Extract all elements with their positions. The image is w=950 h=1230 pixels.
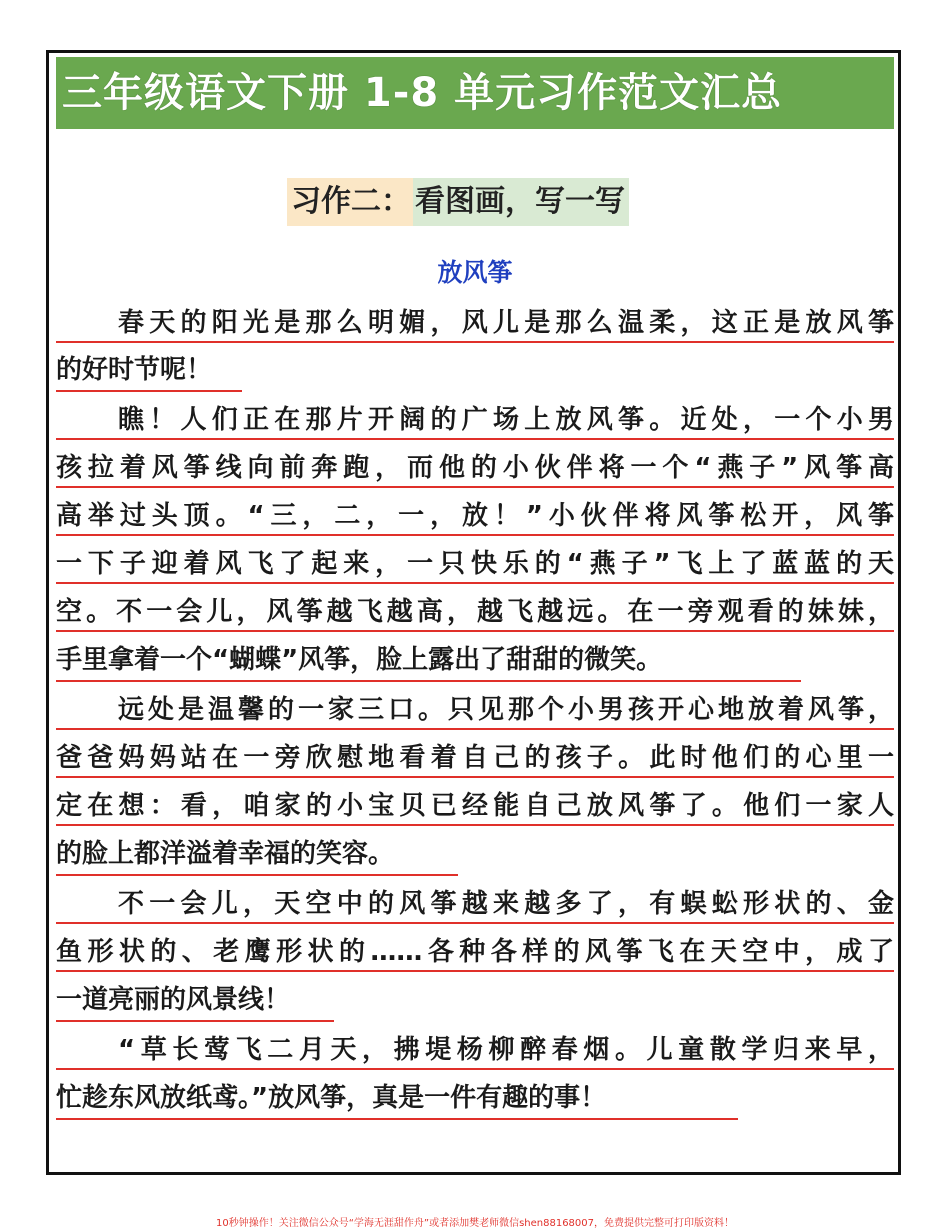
essay-line: 的脸上都洋溢着幸福的笑容。	[56, 834, 458, 876]
footer-promo-text: 10秒钟操作！关注微信公众号“学海无涯甜作舟”或者添加樊老师微信shen88168007，免费提供完整可打印版资料！	[215, 1218, 735, 1229]
essay-line: 手里拿着一个“蝴蝶”风筝，脸上露出了甜甜的微笑。	[56, 640, 801, 682]
essay-line: 空。不一会儿，风筝越飞越高，越飞越远。在一旁观看的妹妹，	[56, 592, 894, 632]
essay-line: 忙趁东风放纸鸢。”放风筝，真是一件有趣的事！	[56, 1078, 738, 1120]
page-title-banner	[56, 57, 894, 129]
essay-line: 高举过头顶。“三，二，一，放！”小伙伴将风筝松开，风筝	[56, 496, 894, 536]
essay-line: 远处是温馨的一家三口。只见那个小男孩开心地放着风筝，	[56, 690, 894, 730]
essay-title: 放风筝	[437, 258, 513, 287]
essay-line: 爸爸妈妈站在一旁欣慰地看着自己的孩子。此时他们的心里一	[56, 738, 894, 778]
essay-line: “草长莺飞二月天，拂堤杨柳醉春烟。儿童散学归来早，	[56, 1030, 894, 1070]
section-label: 习作二：	[287, 178, 413, 226]
essay-line: 孩拉着风筝线向前奔跑，而他的小伙伴将一个“燕子”风筝高	[56, 448, 894, 488]
section-topic: 看图画，写一写	[413, 178, 629, 226]
section-heading	[287, 178, 629, 226]
essay-line: 一道亮丽的风景线！	[56, 980, 334, 1022]
essay-line: 不一会儿，天空中的风筝越来越多了，有蜈蚣形状的、金	[56, 884, 894, 924]
essay-line: 春天的阳光是那么明媚，风儿是那么温柔，这正是放风筝	[56, 303, 894, 343]
essay-line: 定在想：看，咱家的小宝贝已经能自己放风筝了。他们一家人	[56, 786, 894, 826]
essay-line: 鱼形状的、老鹰形状的……各种各样的风筝飞在天空中，成了	[56, 932, 894, 972]
page-title: 三年级语文下册 1-8 单元习作范文汇总	[62, 70, 783, 116]
essay-line: 的好时节呢！	[56, 350, 242, 392]
essay-line: 瞧！人们正在那片开阔的广场上放风筝。近处，一个小男	[56, 400, 894, 440]
essay-line: 一下子迎着风飞了起来，一只快乐的“燕子”飞上了蓝蓝的天	[56, 544, 894, 584]
